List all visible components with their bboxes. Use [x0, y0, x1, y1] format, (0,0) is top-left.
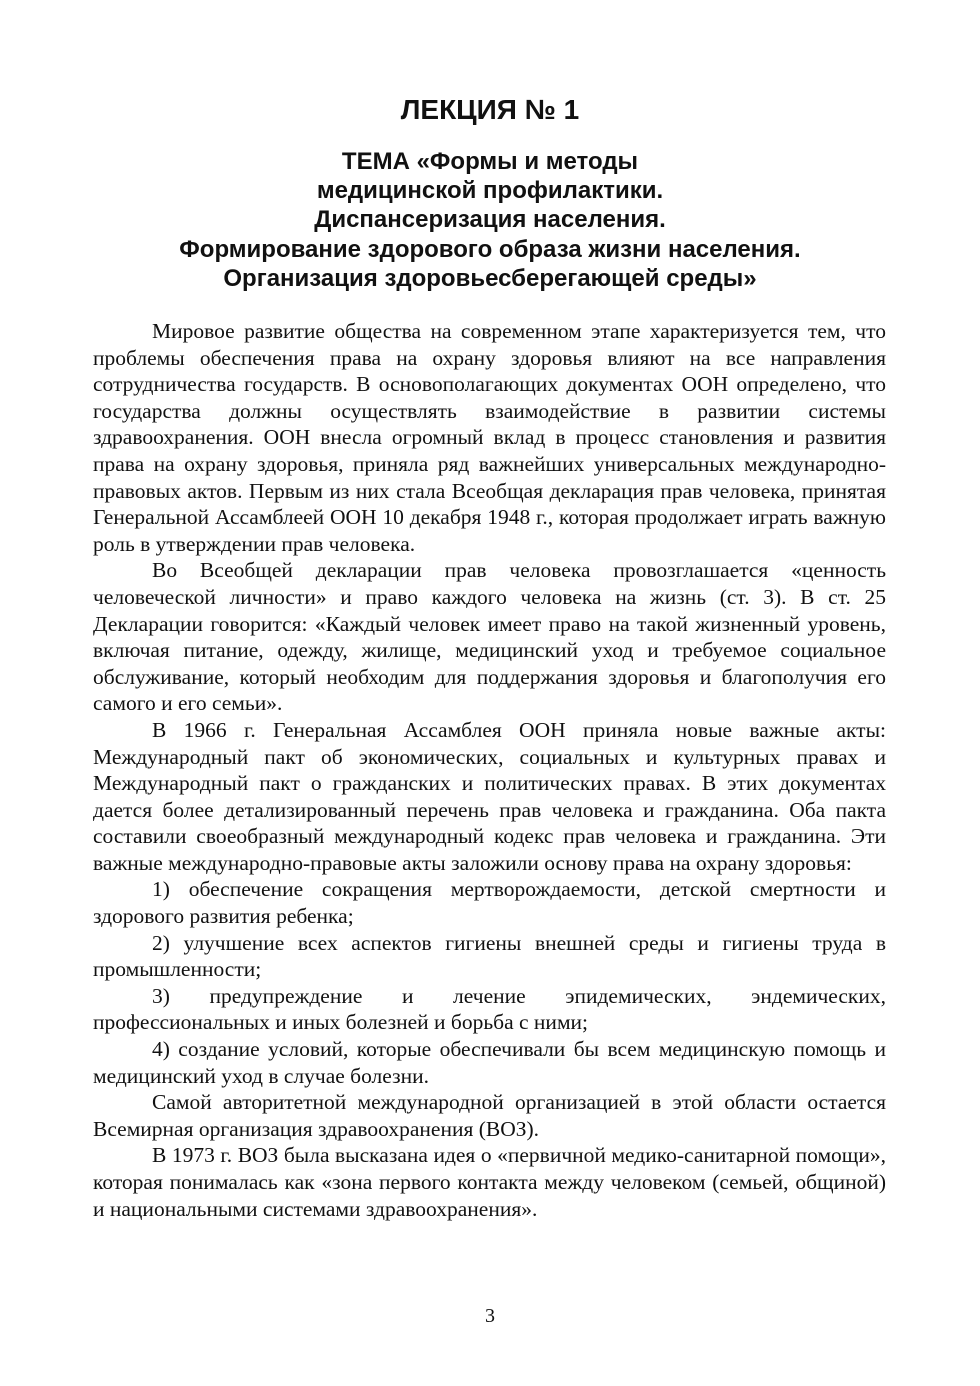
topic-line: медицинской профилактики.: [316, 177, 664, 205]
page-number: 3: [485, 1305, 495, 1327]
topic-line: ТЕМА «Формы и методы: [341, 148, 639, 175]
topic-line: Организация здоровьесберегающей среды»: [223, 264, 757, 292]
list-item: 3) предупреждение и лечение эпидемических, эндемических, профессиональных и иных болезней и борьба с ними;: [93, 983, 886, 1035]
topic-line: Формирование здорового образа жизни населения.: [179, 235, 801, 263]
lecture-title: ЛЕКЦИЯ № 1: [400, 94, 580, 125]
lecture-body: [93, 318, 886, 1222]
list-item: 2) улучшение всех аспектов гигиены внешней среды и гигиены труда в промышленности;: [93, 930, 886, 982]
paragraph: В 1973 г. ВОЗ была высказана идея о «первичной медико-санитарной помощи», которая понималась как «зона первого контакта между человеком (семьей, общиной) и национальными системами здравоохранения».: [93, 1143, 886, 1221]
paragraph: Мировое развитие общества на современном этапе характеризуется тем, что проблемы обеспечения права на охрану здоровья влияют на все направления сотрудничества государств. В основополагающих документах ООН определено, что государства должны осуществлять взаимодействие в развитии системы здравоохранения. ООН внесла огромный вклад в процесс становления и развития права на охрану здоровья, приняла ряд важнейших универсальных международно-правовых актов. Первым из них стала Всеобщая декларация прав человека, принятая Генеральной Ассамблеей ООН 10 декабря 1948 г., которая продолжает играть важную роль в утверждении прав человека.: [93, 319, 886, 556]
topic-line: Диспансеризация населения.: [314, 206, 666, 234]
paragraph: Самой авторитетной международной организацией в этой области остается Всемирная организация здравоохранения (ВОЗ).: [93, 1090, 886, 1141]
paragraph: В 1966 г. Генеральная Ассамблея ООН приняла новые важные акты: Международный пакт об экономических, социальных и культурных правах и Международный пакт о гражданских и политических правах. В этих документах дается более детализированный перечень прав человека и гражданина. Оба пакта составили своеобразный международный кодекс прав человека и гражданина. Эти важные международно-правовые акты заложили основу права на охрану здоровья:: [93, 717, 886, 875]
paragraph: Во Всеобщей декларации прав человека провозглашается «ценность человеческой личности» и право каждого человека на жизнь (ст. 3). В ст. 25 Декларации говорится: «Каждый человек имеет право на такой жизненный уровень, включая питание, одежду, жилище, медицинский уход и требуемое социальное обслуживание, который необходим для поддержания здоровья и благополучия его самого и его семьи».: [93, 558, 886, 716]
list-item: 4) создание условий, которые обеспечивали бы всем медицинскую помощь и медицинский уход в случае болезни.: [93, 1037, 886, 1088]
lecture-topic: [95, 147, 885, 293]
list-item: 1) обеспечение сокращения мертворождаемости, детской смертности и здорового развития ребенка;: [93, 877, 886, 929]
